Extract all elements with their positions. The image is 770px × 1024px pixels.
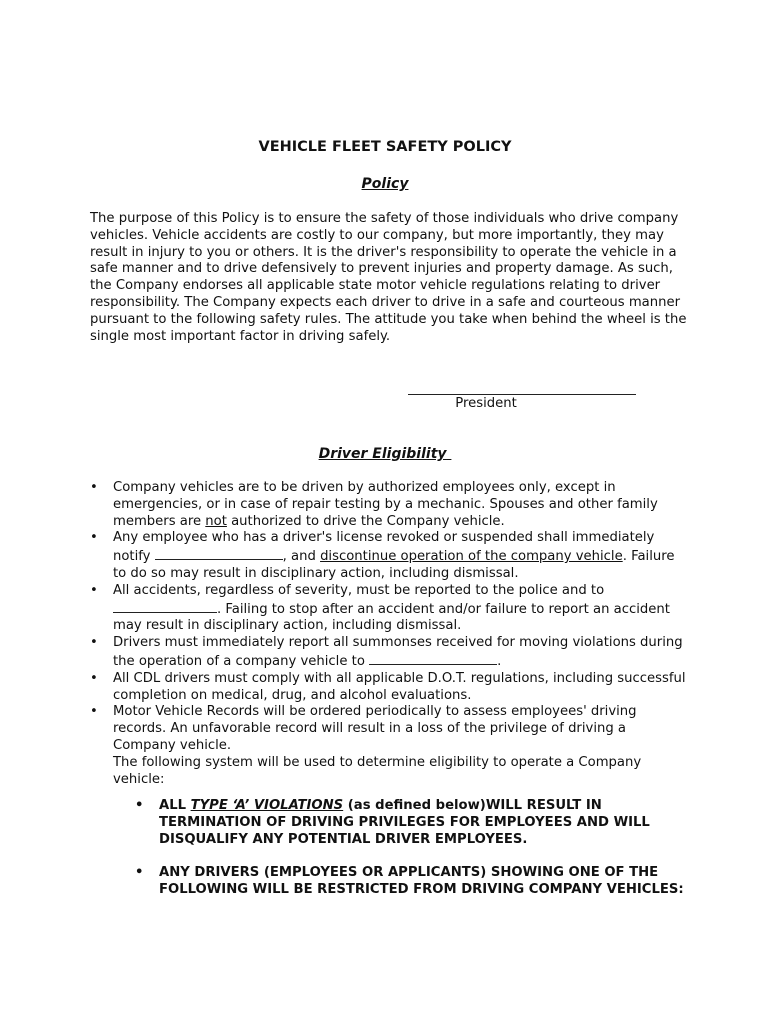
bullet-icon: •	[90, 635, 98, 651]
sublist-item-emphasis: TYPE ‘A’ VIOLATIONS	[190, 798, 344, 813]
sublist-item-text: ALL	[159, 798, 191, 813]
sublist-item	[135, 797, 695, 848]
sublist-item-text: (as defined below)WILL RESULT IN TERMINATION OF DRIVING PRIVILEGES FOR EMPLOYEES AND WILL DISQUALIFY ANY POTENTIAL DRIVER EMPLOYEES.	[159, 798, 650, 847]
bullet-icon: •	[90, 530, 98, 546]
list-item-emphasis: discontinue operation of the company vehicle	[320, 549, 623, 565]
list-item-text: Drivers must immediately report all summonses received for moving violations during the operation of a company vehicle to	[113, 635, 683, 669]
bullet-icon: •	[90, 480, 98, 495]
list-item	[90, 583, 690, 635]
eligibility-sublist	[135, 797, 695, 848]
list-item-text: . Failing to stop after an accident and/or failure to report an accident may result in disciplinary action, including dismissal.	[113, 601, 670, 634]
bullet-icon: •	[90, 670, 98, 686]
bullet-icon: •	[90, 704, 98, 720]
document-title: VEHICLE FLEET SAFETY POLICY	[258, 139, 512, 155]
list-item-text: Company vehicles are to be driven by authorized employees only, except in emergencies, or in case of repair testing by a mechanic. Spouses and other family members are	[113, 480, 658, 529]
list-item-text: All accidents, regardless of severity, must be reported to the police and to	[113, 582, 605, 598]
list-item-text: authorized to drive the Company vehicle.	[226, 513, 505, 529]
bullet-icon: •	[135, 798, 144, 813]
list-item-text: All CDL drivers must comply with all applicable D.O.T. regulations, including successful completion on medical, drug, and alcohol evaluations.	[113, 670, 686, 703]
sublist-item-text: ANY DRIVERS (EMPLOYEES OR APPLICANTS) SHOWING ONE OF THE FOLLOWING WILL BE RESTRICTED FROM DRIVING COMPANY VEHICLES:	[159, 865, 684, 897]
bullet-icon: •	[90, 582, 98, 598]
list-item	[90, 635, 690, 671]
list-item	[90, 704, 690, 788]
policy-paragraph: The purpose of this Policy is to ensure the safety of those individuals who drive company vehicles. Vehicle accidents are costly to our company, but more importantly, they may result in injury to you or others. It is the driver's responsibility to operate the vehicle in a safe manner and to drive defensively to prevent injuries and property damage. As such, the Company endorses all applicable state motor vehicle regulations relating to driver responsibility. The Company expects each driver to drive in a safe and courteous manner pursuant to the following safety rules. The attitude you take when behind the wheel is the single most important factor in driving safely.	[90, 211, 687, 344]
sublist-item	[135, 864, 695, 898]
signature-label: President	[455, 396, 517, 411]
fill-in-blank	[369, 652, 497, 665]
eligibility-sublist	[135, 864, 695, 898]
driver-eligibility-heading	[0, 446, 770, 462]
list-item	[90, 530, 690, 582]
fill-in-blank	[113, 600, 217, 613]
list-item	[90, 671, 690, 705]
list-item-text: .	[497, 653, 502, 669]
policy-heading: Policy	[361, 176, 409, 192]
list-item-text: . Failure to do so may result in disciplinary action, including dismissal.	[113, 549, 675, 581]
driver-eligibility-heading-text: Driver Eligibility	[318, 446, 447, 462]
list-item-text: The following system will be used to determine eligibility to operate a Company vehicle:	[113, 754, 642, 787]
list-item-text: , and	[282, 549, 321, 565]
fill-in-blank	[155, 547, 283, 560]
list-item	[90, 480, 690, 530]
list-item-emphasis: not	[205, 513, 227, 529]
bullet-icon: •	[135, 865, 144, 880]
signature-line	[408, 382, 636, 395]
list-item-text: Motor Vehicle Records will be ordered periodically to assess employees' driving records. An unfavorable record will result in a loss of the privilege of driving a Company vehicle.	[113, 704, 637, 753]
list-item-text: Any employee who has a driver's license revoked or suspended shall immediately notify	[113, 530, 655, 565]
eligibility-list	[90, 480, 690, 788]
